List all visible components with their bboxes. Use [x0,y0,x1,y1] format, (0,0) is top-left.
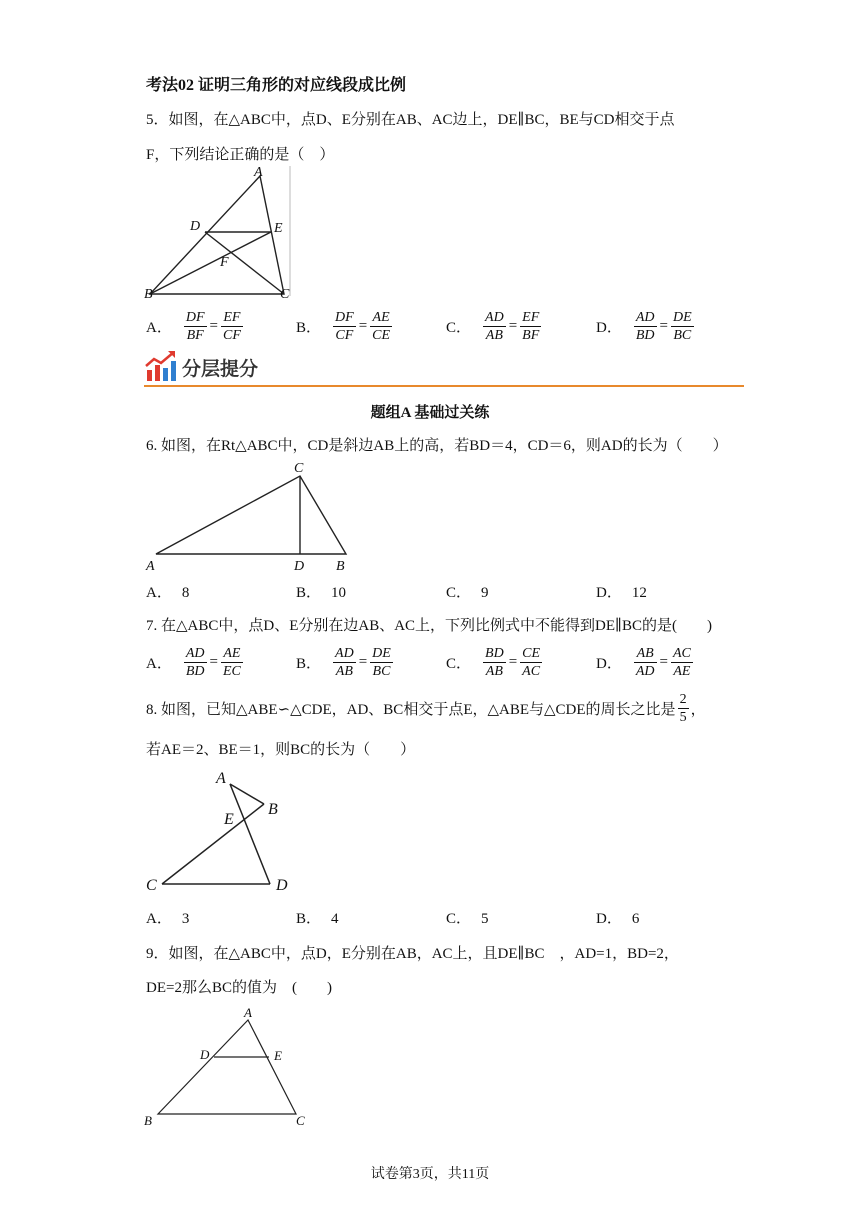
q9-label-b: B [144,1113,152,1128]
q5-text-line2: F，下列结论正确的是（ ） [146,147,335,163]
q6-label-d: D [294,559,305,574]
q8-segment-bc [162,804,264,884]
q7-option-a-right-fraction: $\frac{AE}{EC}$ [222,645,241,679]
q7-option-d-right-fraction: $\frac{AC}{AE}$ [672,645,691,679]
q5-option-c-left-fraction: $\frac{AD}{AB}$ [485,309,504,343]
q9-label-d: D [200,1047,210,1062]
q7-option-b[interactable]: B． $\frac{AD}{AB}$ = $\frac{DE}{BC}$ [296,645,391,679]
q5-option-c-right-fraction: $\frac{EF}{BF}$ [522,309,540,343]
q5-segment-cd [205,232,284,294]
q7-option-d-left-fraction: $\frac{AB}{AD}$ [635,645,655,679]
q5-label-d: D [190,219,201,234]
q5-option-d-left-fraction: $\frac{AD}{BD}$ [635,309,655,343]
q7-option-b-left-fraction: $\frac{AD}{AB}$ [335,645,354,679]
q8-text-line1: 8. 如图，已知△ABE∽△CDE，AD、BC相交于点E，△ABE与△CDE的周长之比是 $\frac{2}{5}$ ， [146,691,706,725]
q7-option-d[interactable]: D． $\frac{AB}{AD}$ = $\frac{AC}{AE}$ [596,645,691,679]
q8-text-line2: 若AE＝2、BE＝1，则BC的长为（ ） [146,742,416,758]
q5-label-b: B [144,287,153,302]
q8-option-d[interactable]: D． 6 [596,911,640,927]
q5-option-a-left-fraction: $\frac{DF}{BF}$ [185,309,205,343]
page-footer: 试卷第3页，共11页 [370,1167,490,1182]
q5-option-c[interactable]: C． $\frac{AD}{AB}$ = $\frac{EF}{BF}$ [446,309,540,343]
q7-option-a[interactable]: A． $\frac{AD}{BD}$ = $\frac{AE}{EC}$ [146,645,241,679]
q7-option-c-right-fraction: $\frac{CE}{AC}$ [522,645,541,679]
q7-option-a-left-fraction: $\frac{AD}{BD}$ [185,645,205,679]
q6-option-d[interactable]: D． 12 [596,585,647,601]
q8-figure [140,766,300,896]
q7-option-b-right-fraction: $\frac{DE}{BC}$ [372,645,391,679]
banner-title: 分层提分 [182,358,259,380]
q5-option-a-right-fraction: $\frac{EF}{CF}$ [222,309,241,343]
q8-label-e: E [224,811,234,828]
q5-segment-be [150,232,271,294]
q8-option-c[interactable]: C． 5 [446,911,489,927]
q8-option-b[interactable]: B． 4 [296,911,339,927]
q5-option-d-label: D． [596,319,622,336]
q9-label-c: C [296,1113,305,1128]
q5-figure [140,162,300,302]
q5-option-b-right-fraction: $\frac{AE}{CE}$ [372,309,391,343]
q9-figure [140,1002,320,1132]
growth-chart-icon [144,350,178,382]
q6-label-a: A [146,559,155,574]
q8-label-d: D [276,877,288,894]
q5-option-d[interactable]: D． $\frac{AD}{BD}$ = $\frac{DE}{BC}$ [596,309,692,343]
q6-label-b: B [336,559,345,574]
q5-option-a[interactable]: A． $\frac{DF}{BF}$ = $\frac{EF}{CF}$ [146,309,241,343]
q6-option-c[interactable]: C． 9 [446,585,489,601]
q5-option-b[interactable]: B． $\frac{DF}{CF}$ = $\frac{AE}{CE}$ [296,309,391,343]
q9-text-line2: DE=2那么BC的值为 ( ) [146,980,332,996]
q5-option-b-label: B． [296,319,322,336]
q8-label-a: A [216,770,226,787]
q5-label-a: A [254,165,263,180]
section-heading: 考法02 证明三角形的对应线段成比例 [146,77,407,94]
banner-divider [144,385,744,387]
q9-text-line1: 9．如图，在△ABC中，点D，E分别在AB，AC上，且DE∥BC ，AD=1，BD=2， [146,946,679,962]
q5-option-c-label: C． [446,319,472,336]
q5-option-b-left-fraction: $\frac{DF}{CF}$ [335,309,354,343]
q9-label-e: E [274,1048,282,1063]
q8-segment-ab [230,784,264,804]
q8-label-c: C [146,877,157,894]
q7-text: 7. 在△ABC中，点D、E分别在边AB、AC上，下列比例式中不能得到DE∥BC的是( ) [146,618,712,634]
q8-segment-ad [230,784,270,884]
q6-option-a[interactable]: A． 8 [146,585,190,601]
q8-option-a[interactable]: A． 3 [146,911,190,927]
q6-figure [140,456,360,574]
q8-label-b: B [268,801,278,818]
q7-option-c-left-fraction: $\frac{BD}{AB}$ [485,645,504,679]
group-title: 题组A 基础过关练 [370,405,490,421]
q9-label-a: A [244,1005,252,1020]
q6-label-c: C [294,461,304,476]
q7-option-c[interactable]: C． $\frac{BD}{AB}$ = $\frac{CE}{AC}$ [446,645,541,679]
q8-ratio-fraction: $\frac{2}{5}$ [679,691,687,725]
q5-label-e: E [274,221,283,236]
q6-option-b[interactable]: B． 10 [296,585,347,601]
q5-label-c: C [280,287,290,302]
q5-option-a-label: A． [146,319,172,336]
q5-label-f: F [220,255,229,270]
q5-text-line1: 5．如图，在△ABC中，点D、E分别在AB、AC边上，DE∥BC，BE与CD相交于点 [146,112,675,128]
q6-text: 6. 如图，在Rt△ABC中，CD是斜边AB上的高，若BD＝4，CD＝6，则AD的长为（ ） [146,438,728,454]
q5-option-d-right-fraction: $\frac{DE}{BC}$ [672,309,692,343]
q6-triangle [156,476,346,554]
q9-triangle [158,1020,296,1114]
